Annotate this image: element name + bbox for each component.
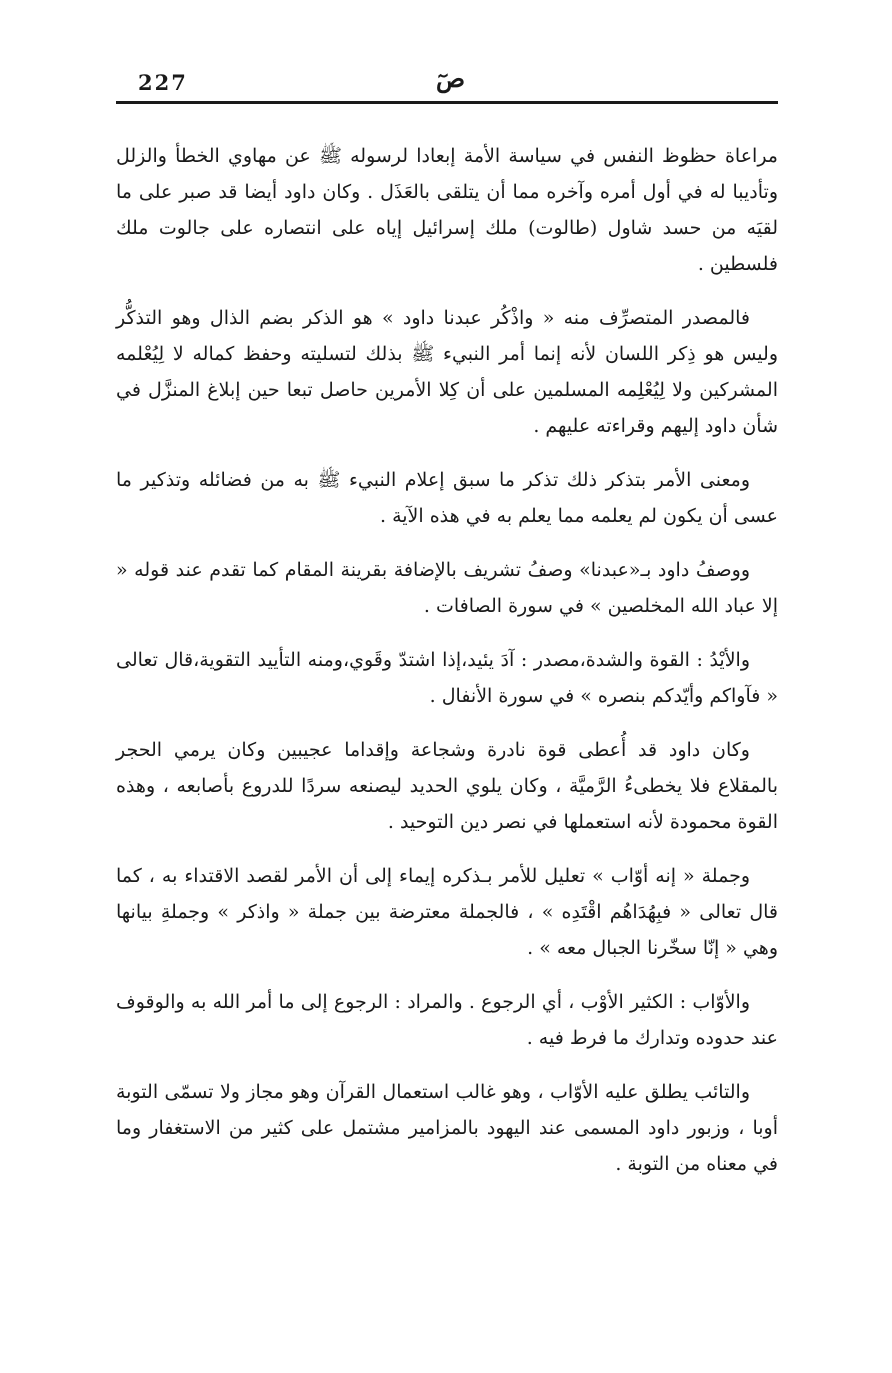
- surah-header: صٓ: [436, 64, 466, 93]
- paragraph: وكان داود قد أُعطى قوة نادرة وشجاعة وإقداما عجيبين وكان يرمي الحجر بالمقلاع فلا يخطىءُ الرَّميَّة ، وكان يلوي الحديد ليصنعه سردًا للدروع بأصابعه ، وهذه القوة محمودة لأنه استعملها في نصر دين التوحيد .: [116, 739, 778, 833]
- paragraph: فالمصدر المتصرِّف منه « واذْكُر عبدنا داود » هو الذكر بضم الذال وهو التذكُّر وليس هو ذِكر اللسان لأنه إنما أمر النبيء ﷺ بذلك لتسليته وحفظ كماله لا لِيُعْلمه المشركين ولا لِيُعْلِمه المسلمين على أن كِلا الأمرين حاصل تبعا حين إبلاغ المنزَّل في شأن داود إليهم وقراءته عليهم .: [116, 307, 778, 437]
- page-number: 227: [138, 70, 188, 95]
- page-body: [116, 138, 778, 1200]
- paragraph: والأيْدُ : القوة والشدة،مصدر : آدَ يئيد،إذا اشتدّ وقَوي،ومنه التأييد التقوية،قال تعالى « فآواكم وأيّدكم بنصره » في سورة الأنفال .: [116, 649, 778, 707]
- paragraph: مراعاة حظوظ النفس في سياسة الأمة إبعادا لرسوله ﷺ عن مهاوي الخطأ والزلل وتأديبا له في أول أمره وآخره مما أن يتلقى بالعَذَل . وكان داود أيضا قد صبر على ما لقيَه من حسد شاول (طالوت) ملك إسرائيل إياه على انتصاره على جالوت ملك فلسطين .: [116, 145, 778, 275]
- header-divider: [116, 101, 778, 104]
- paragraph: ومعنى الأمر بتذكر ذلك تذكر ما سبق إعلام النبيء ﷺ به من فضائله وتذكير ما عسى أن يكون لم يعلمه مما يعلم به في هذه الآية .: [116, 469, 778, 527]
- page-header: [116, 62, 778, 102]
- paragraph: ووصفُ داود بـ«عبدنا» وصفُ تشريف بالإضافة بقرينة المقام كما تقدم عند قوله « إلا عباد الله المخلصين » في سورة الصافات .: [116, 559, 778, 617]
- paragraph: والأوّاب : الكثير الأوْب ، أي الرجوع . والمراد : الرجوع إلى ما أمر الله به والوقوف عند حدوده وتدارك ما فرط فيه .: [116, 991, 778, 1049]
- paragraph: وجملة « إنه أوّاب » تعليل للأمر بـذكره إيماء إلى أن الأمر لقصد الاقتداء به ، كما قال تعالى « فبِهُدَاهُم اقْتَدِه » ، فالجملة معترضة بين جملة « واذكر » وجملةِ بيانها وهي « إنّا سخّرنا الجبال معه » .: [116, 865, 778, 959]
- paragraph: والتائب يطلق عليه الأوّاب ، وهو غالب استعمال القرآن وهو مجاز ولا تسمّى التوبة أوبا ، وزبور داود المسمى عند اليهود بالمزامير مشتمل على كثير من الاستغفار وما في معناه من التوبة .: [116, 1081, 778, 1175]
